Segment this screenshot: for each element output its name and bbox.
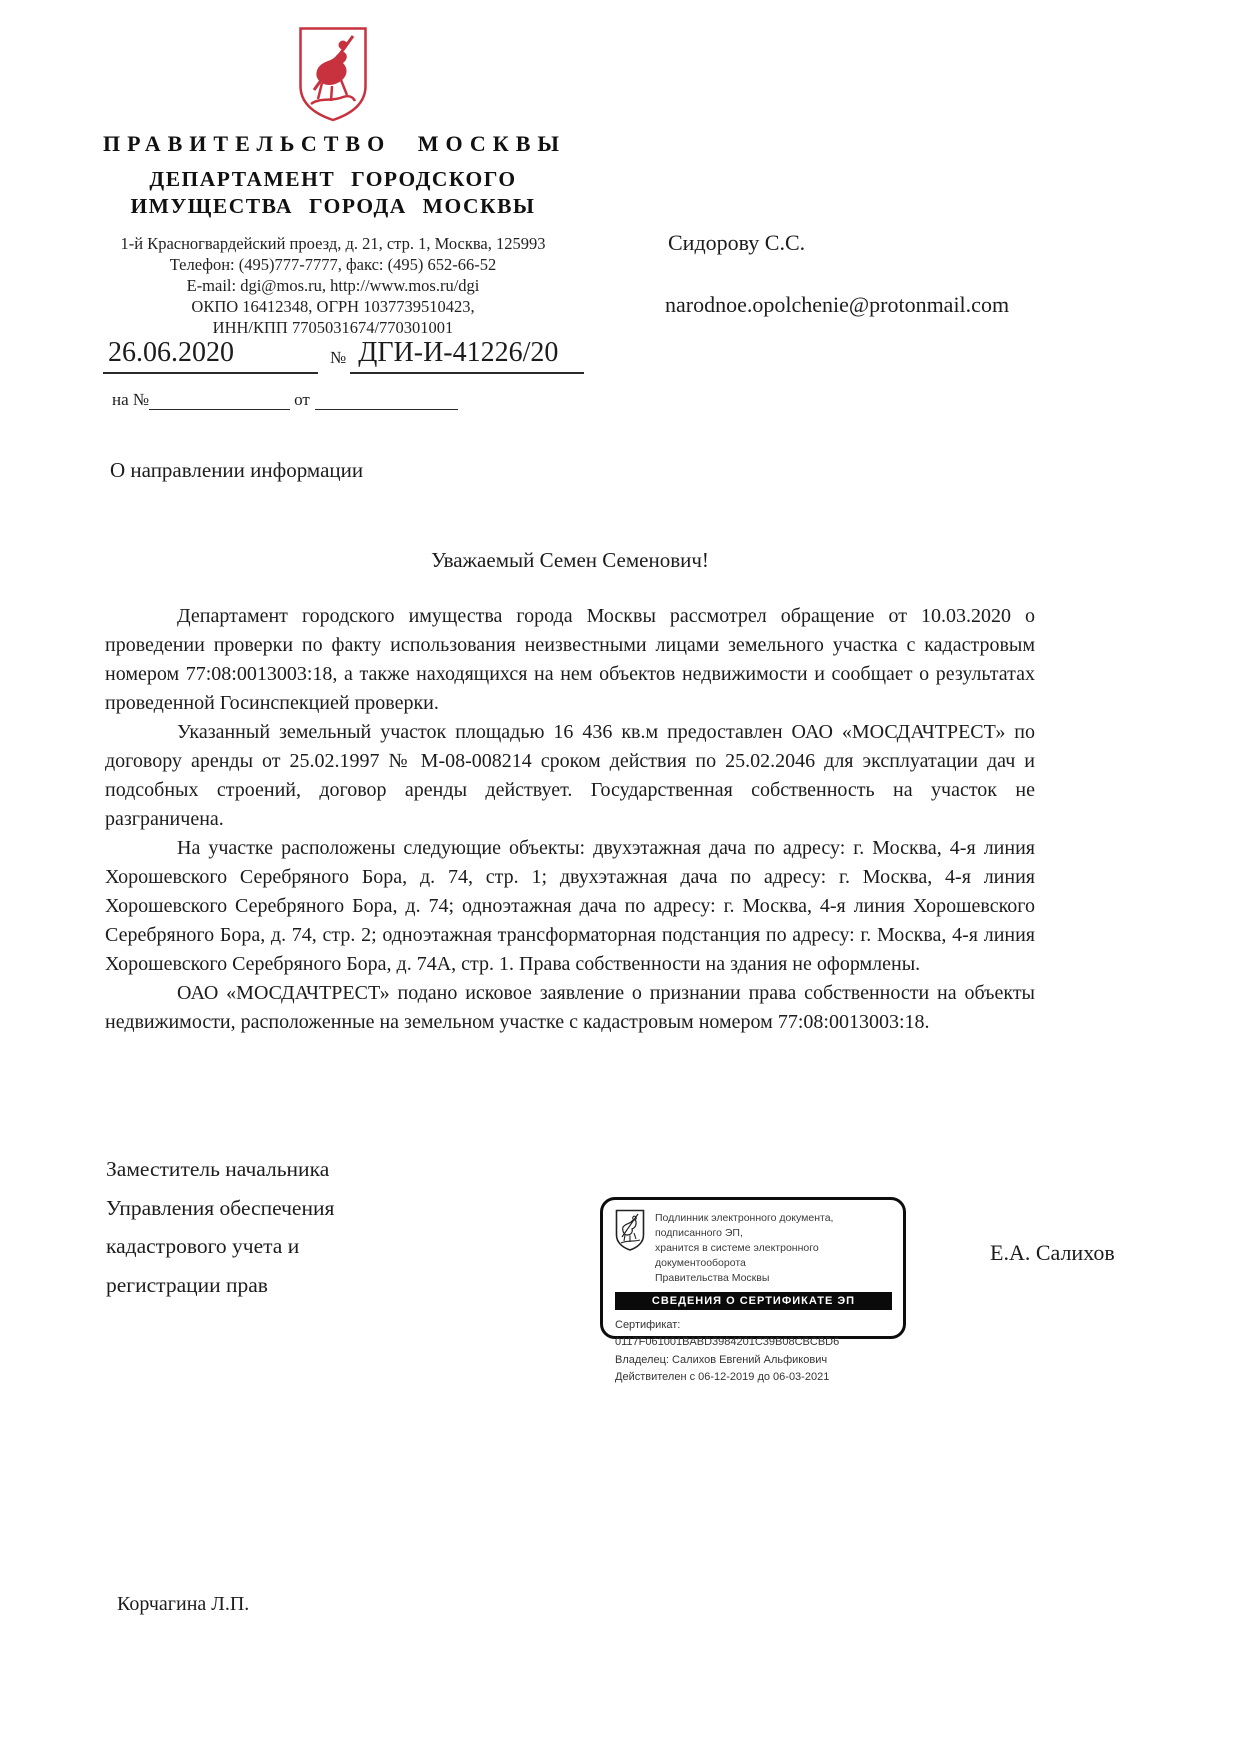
contact-inn-kpp: ИНН/КПП 7705031674/770301001 bbox=[212, 318, 454, 337]
stamp-intro-text bbox=[655, 1209, 892, 1286]
contact-address: 1-й Красногвардейский проезд, д. 21, стр. 1, Москва, 125993 bbox=[120, 234, 546, 253]
signer-position-line: Управления обеспечения bbox=[106, 1195, 335, 1220]
contact-phone: Телефон: (495)777-7777, факс: (495) 652-66-52 bbox=[169, 255, 497, 274]
contact-okpo-ogrn: ОКПО 16412348, ОГРН 1037739510423, bbox=[191, 297, 475, 316]
recipient-name: Сидорову С.С. bbox=[668, 230, 806, 255]
subject-line: О направлении информации bbox=[110, 458, 364, 482]
letter-body bbox=[105, 602, 1035, 1037]
department-title-line2: ИМУЩЕСТВА ГОРОДА МОСКВЫ bbox=[130, 194, 536, 218]
government-title: ПРАВИТЕЛЬСТВО МОСКВЫ bbox=[103, 131, 566, 156]
stamp-intro-line: хранится в системе электронного документооборота bbox=[655, 1242, 819, 1269]
moscow-coat-of-arms-icon bbox=[298, 26, 368, 123]
signer-position bbox=[106, 1150, 334, 1304]
na-label: на № bbox=[112, 390, 150, 409]
stamp-intro-line: Правительства Москвы bbox=[655, 1272, 770, 1284]
salutation: Уважаемый Семен Семенович! bbox=[431, 548, 709, 572]
contact-email: E-mail: dgi@mos.ru, http://www.mos.ru/dgi bbox=[186, 276, 480, 295]
letter-number: ДГИ-И-41226/20 bbox=[350, 337, 584, 374]
stamp-header bbox=[615, 1209, 892, 1286]
signer-name: Е.А. Салихов bbox=[990, 1240, 1115, 1265]
signer-position-line: регистрации прав bbox=[106, 1272, 268, 1297]
ot-label: от bbox=[294, 390, 310, 409]
department-title-line1: ДЕПАРТАМЕНТ ГОРОДСКОГО bbox=[149, 167, 517, 191]
letterhead bbox=[103, 26, 566, 338]
signer-position-line: кадастрового учета и bbox=[106, 1234, 300, 1258]
signer-position-line: Заместитель начальника bbox=[106, 1157, 330, 1181]
stamp-certificate-id: Сертификат: 0117F061001BABD3984201C39B08CBCBD6 bbox=[615, 1318, 840, 1348]
number-sign: № bbox=[330, 348, 347, 367]
body-paragraph: ОАО «МОСДАЧТРЕСТ» подано исковое заявление о признании права собственности на объекты недвижимости, расположенные на земельном участке с кадастровым номером 77:08:0013003:18. bbox=[105, 982, 1035, 1033]
recipient-email: narodnoe.opolchenie@protonmail.com bbox=[665, 292, 1010, 317]
stamp-certificate-owner: Владелец: Салихов Евгений Альфикович bbox=[615, 1353, 828, 1366]
stamp-certificate-details bbox=[615, 1317, 892, 1387]
letter-date: 26.06.2020 bbox=[103, 337, 318, 374]
department-title bbox=[103, 166, 563, 220]
body-paragraph: Департамент городского имущества города Москвы рассмотрел обращение от 10.03.2020 о проведении проверки по факту использования неизвестными лицами земельного участка с кадастровым номером 77:08:0013003:18, а также находящихся на нем объектов недвижимости и сообщает о результатах проведенной Госинспекцией проверки. bbox=[105, 605, 1035, 714]
stamp-intro-line: Подлинник электронного документа, подписанного ЭП, bbox=[655, 1212, 834, 1239]
incoming-date-blank bbox=[315, 391, 458, 410]
executor-name: Корчагина Л.П. bbox=[117, 1593, 250, 1615]
reference-line bbox=[103, 337, 584, 374]
stamp-certificate-validity: Действителен с 06-12-2019 до 06-03-2021 bbox=[615, 1371, 830, 1383]
department-contacts bbox=[103, 233, 563, 338]
stamp-certificate-bar: СВЕДЕНИЯ О СЕРТИФИКАТЕ ЭП bbox=[615, 1292, 892, 1310]
incoming-number-blank bbox=[149, 391, 290, 410]
body-paragraph: Указанный земельный участок площадью 16 436 кв.м предоставлен ОАО «МОСДАЧТРЕСТ» по договору аренды от 25.02.1997 № М-08-008214 сроком действия по 25.02.2046 для эксплуатации дач и подсобных строений, договор аренды действует. Государственная собственность на участок не разграничена. bbox=[105, 721, 1035, 830]
incoming-reference-line bbox=[112, 390, 458, 410]
body-paragraph: На участке расположены следующие объекты: двухэтажная дача по адресу: г. Москва, 4-я линия Хорошевского Серебряного Бора, д. 74, стр. 1; двухэтажная дача по адресу: г. Москва, 4-я линия Хорошевского Серебряного Бора, д. 74; одноэтажная дача по адресу: г. Москва, 4-я линия Хорошевского Серебряного Бора, д. 74, стр. 2; одноэтажная трансформаторная подстанция по адресу: г. Москва, 4-я линия Хорошевского Серебряного Бора, д. 74А, стр. 1. Права собственности на здания не оформлены. bbox=[105, 837, 1035, 975]
moscow-coat-of-arms-small-icon bbox=[615, 1209, 645, 1252]
digital-signature-stamp bbox=[600, 1197, 906, 1383]
